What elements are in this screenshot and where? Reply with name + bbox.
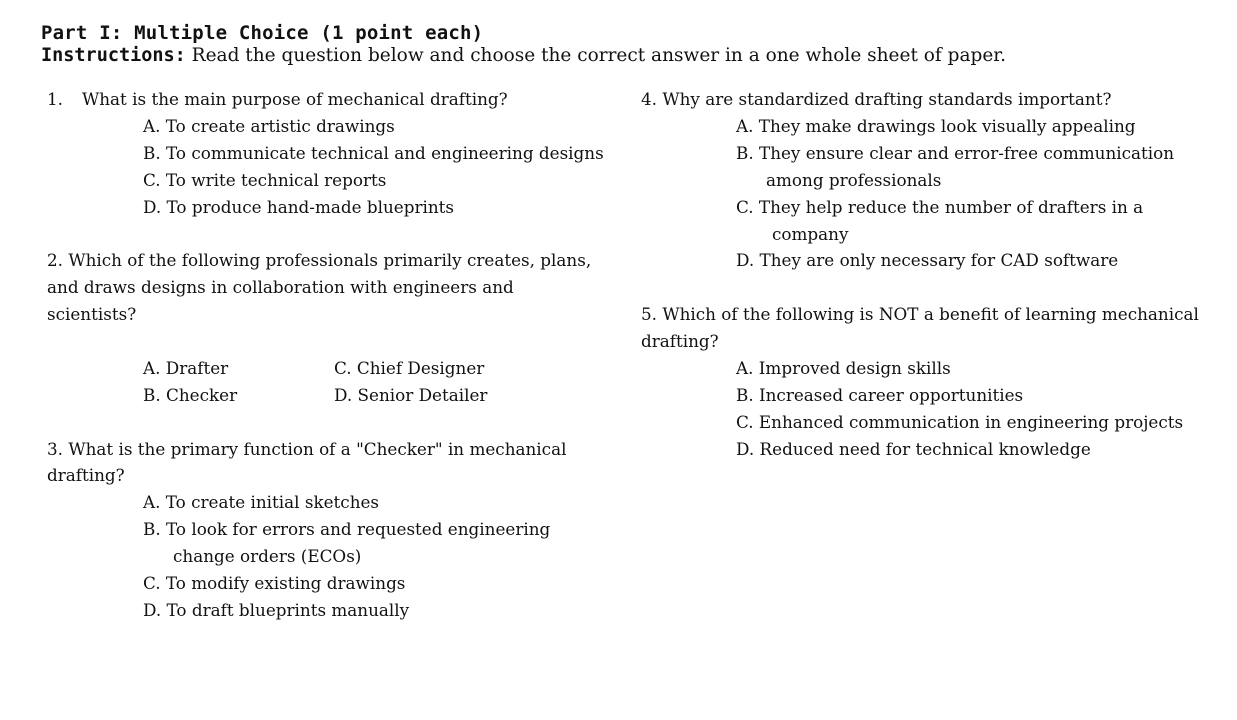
question-5-option-c: C. Enhanced communication in engineering projects [736,412,1184,432]
question-3-prompt-line-1: 3. What is the primary function of a "Checker" in mechanical [47,439,567,459]
question-3-option-c: C. To modify existing drawings [143,573,406,593]
question-3-option-d: D. To draft blueprints manually [143,600,410,620]
question-5-option-d: D. Reduced need for technical knowledge [736,439,1091,459]
question-3-prompt-line-2: drafting? [47,465,125,485]
question-3-option-b: B. To look for errors and requested engineering [143,519,551,539]
question-4-prompt: 4. Why are standardized drafting standards important? [641,89,1112,109]
question-4-option-d: D. They are only necessary for CAD software [736,250,1119,270]
question-5-option-a: A. Improved design skills [736,358,951,378]
question-4-option-a: A. They make drawings look visually appealing [736,116,1136,136]
question-5-prompt-line-2: drafting? [641,331,719,351]
question-1-option-a: A. To create artistic drawings [143,116,395,136]
instructions-label: Instructions: [41,45,186,66]
question-1-option-c: C. To write technical reports [143,170,387,190]
question-3-option-b-continued: change orders (ECOs) [173,546,362,566]
instructions [41,45,1006,66]
question-2-prompt-line-2: and draws designs in collaboration with engineers and [47,277,514,297]
instructions-text: Read the question below and choose the correct answer in a one whole sheet of paper. [185,45,1006,66]
question-4-option-b-continued: among professionals [766,170,942,190]
question-1-option-d: D. To produce hand-made blueprints [143,197,455,217]
question-2-option-b: B. Checker [143,385,238,405]
question-1-prompt: What is the main purpose of mechanical drafting? [82,89,508,109]
question-3-option-a: A. To create initial sketches [143,492,380,512]
question-4-option-c-continued: company [772,224,849,244]
question-5-prompt-line-1: 5. Which of the following is NOT a benefit of learning mechanical [641,304,1199,324]
question-2-prompt-line-1: 2. Which of the following professionals primarily creates, plans, [47,250,592,270]
question-2-prompt-line-3: scientists? [47,304,137,324]
question-4-option-b: B. They ensure clear and error-free communication [736,143,1175,163]
question-5-option-b: B. Increased career opportunities [736,385,1024,405]
question-2-option-a: A. Drafter [143,358,229,378]
question-2-option-c: C. Chief Designer [334,358,485,378]
section-title: Part I: Multiple Choice (1 point each) [41,22,484,44]
question-4-option-c: C. They help reduce the number of drafters in a [736,197,1144,217]
question-1-number: 1. [47,89,64,109]
question-1-option-b: B. To communicate technical and engineering designs [143,143,604,163]
question-2-option-d: D. Senior Detailer [334,385,488,405]
